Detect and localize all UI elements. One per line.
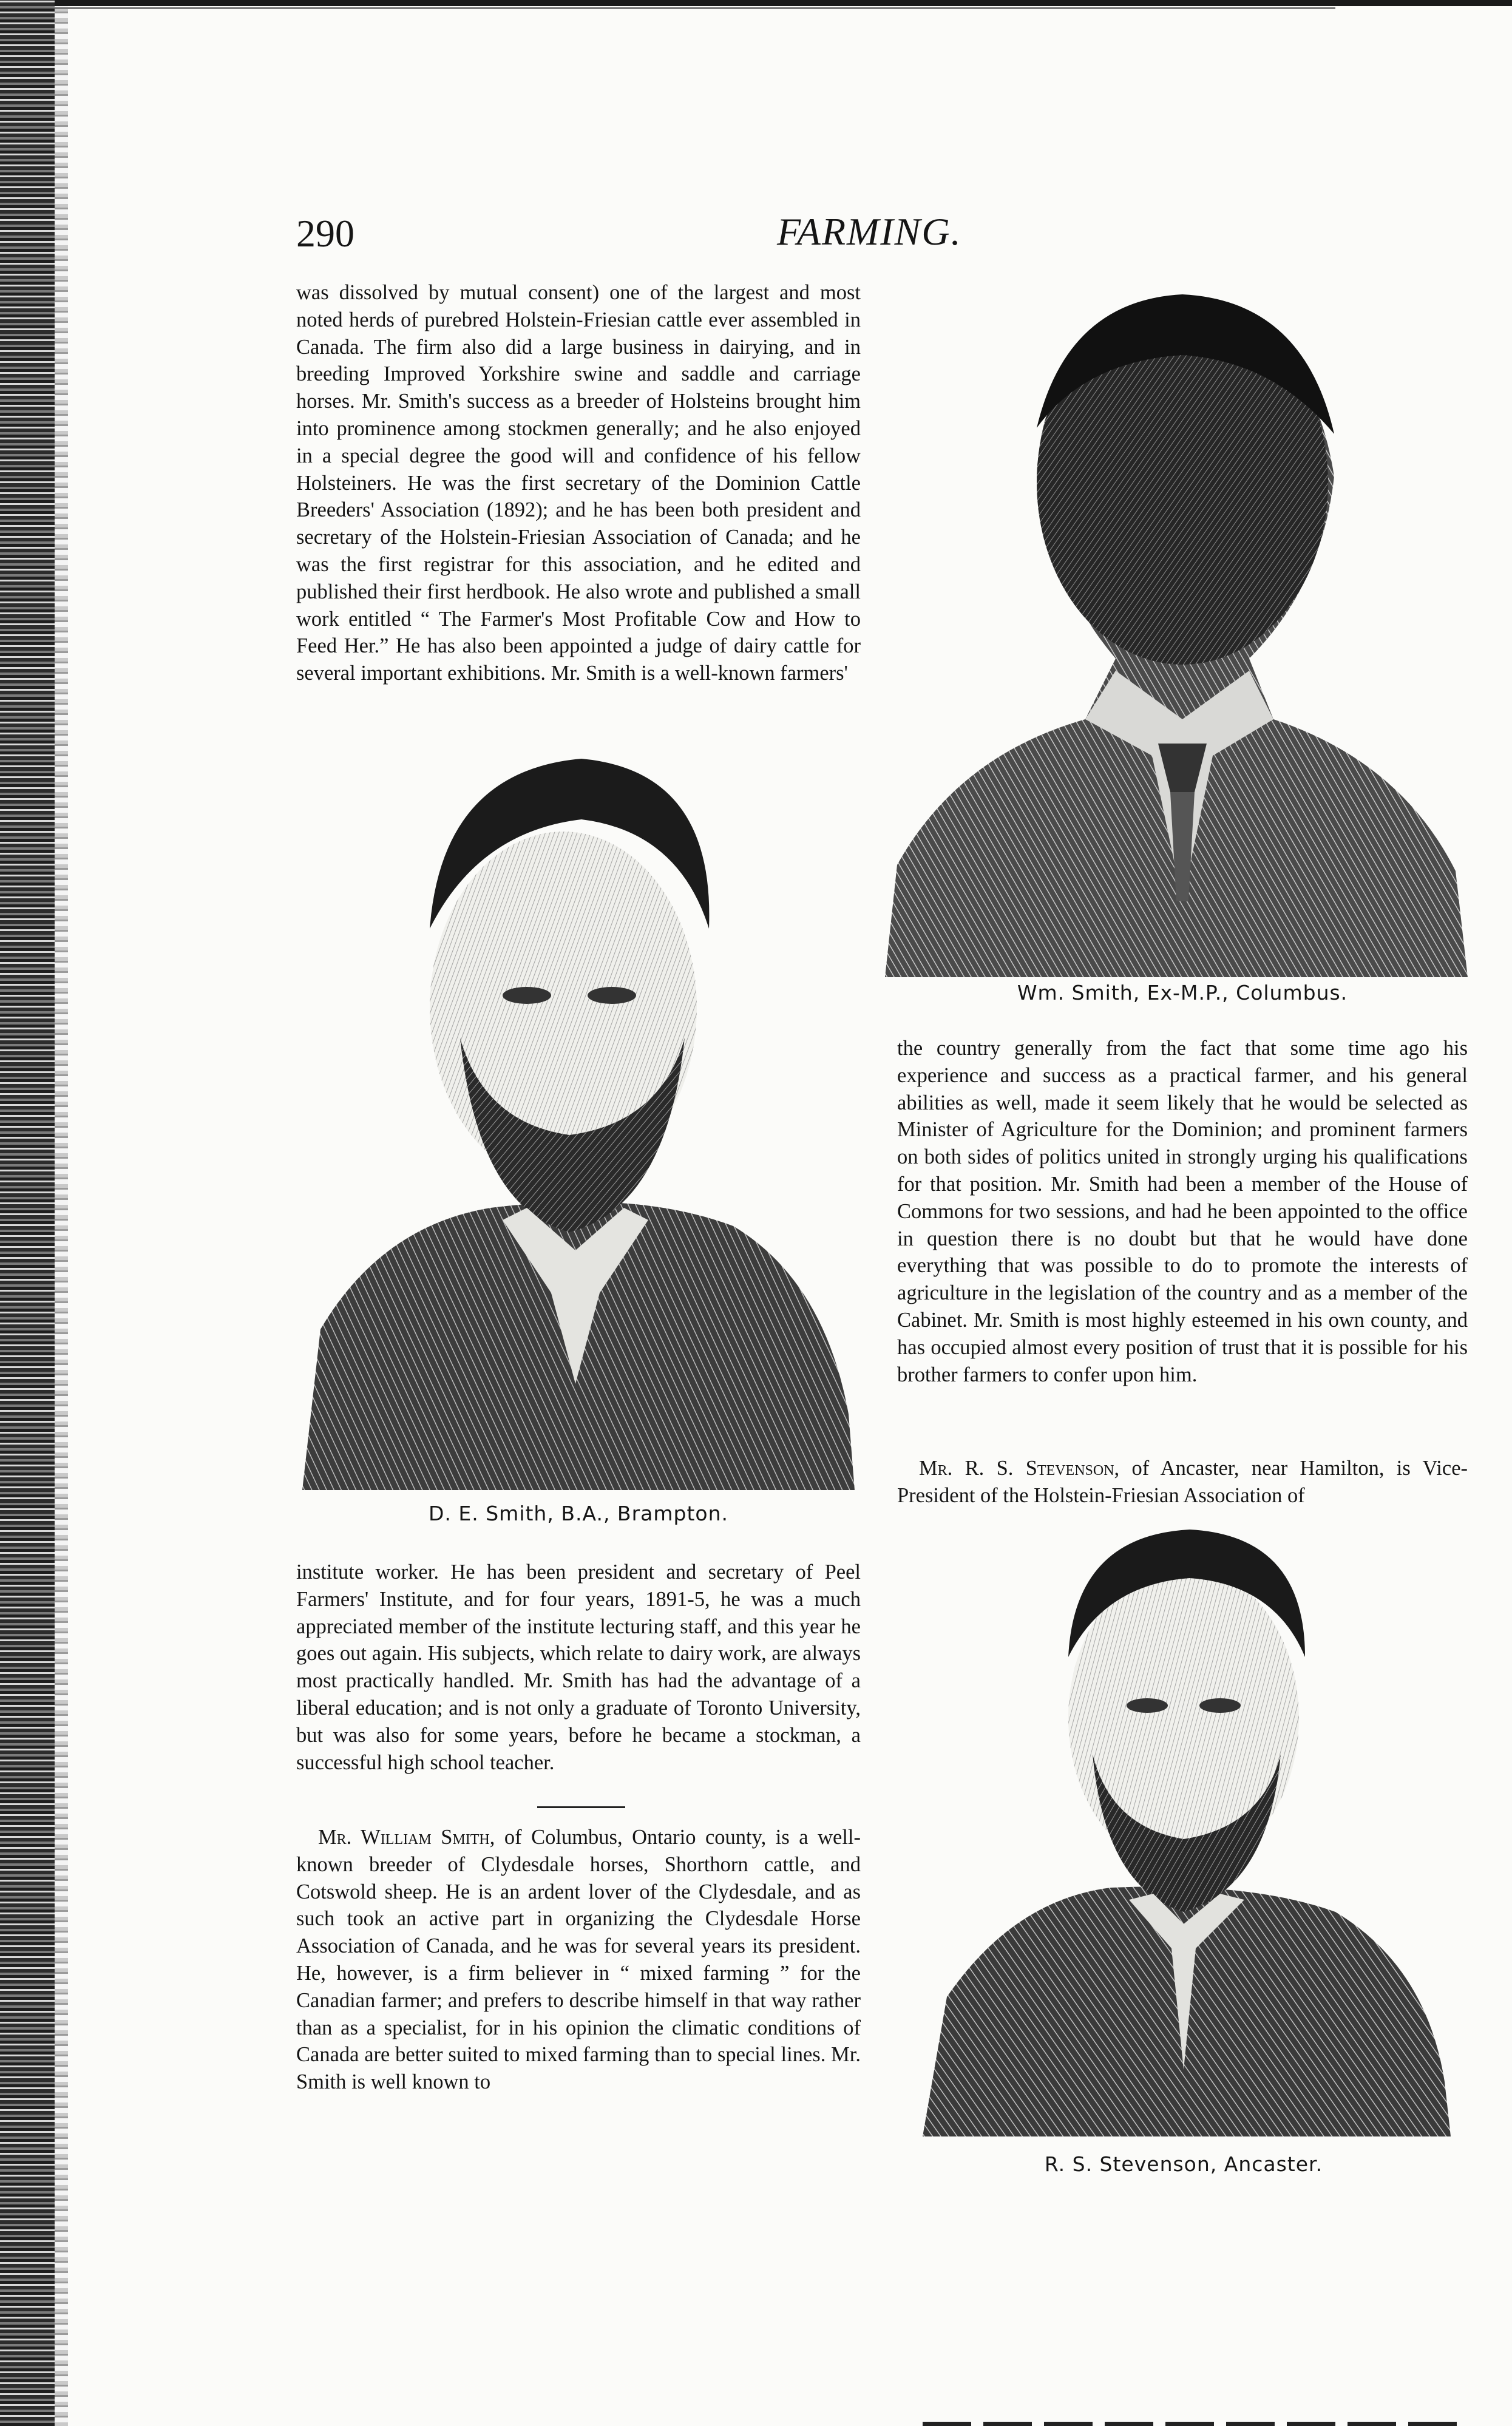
article-text-col3: institute worker. He has been president and secretary of Peel Farmers' Institute, and for four years, 1891-5, he was a much appreciated member of the institute lecturing staff, and this year he goes out again. His subjects, which relate to dairy work, are always most practically handled. Mr. Smith has had the advantage of a liberal education; and is not only a graduate of Toronto University, but was also for some years, before he became a stockman, a successful high school teacher.	[296, 1560, 861, 1774]
article-text-col5	[897, 1455, 1468, 1509]
paragraph-text: of Columbus, Ontario county, is a well-known breeder of Clydesdale horses, Shorthorn cattle, and Cotswold sheep. He is an ardent lover of the Clydesdale, and as such took an active part in organizing the Clydesdale Horse Association of Canada, and he was for several years its president. He, however, is a firm believer in “ mixed farming ” for the Canadian farmer; and prefers to describe himself in that way rather than as a specialist, for in his opinion the climatic conditions of Canada are better suited to mixed farming than to special lines. Mr. Smith is well known to	[296, 1826, 861, 2094]
portrait-de-smith	[296, 747, 861, 1490]
portrait-wm-smith	[885, 294, 1468, 977]
caption-de-smith: D. E. Smith, B.A., Brampton.	[429, 1502, 728, 1525]
binding-edge	[0, 0, 55, 2426]
section-divider	[537, 1806, 625, 1808]
top-border-thin	[55, 7, 1335, 9]
top-border	[55, 0, 1512, 6]
name-smallcaps: Mr. William Smith,	[318, 1826, 495, 1849]
portrait-stevenson	[910, 1523, 1457, 2136]
bottom-border	[923, 2422, 1469, 2426]
name-smallcaps: Mr. R. S. Stevenson,	[919, 1457, 1120, 1480]
article-text-col1: was dissolved by mutual consent) one of the largest and most noted herds of purebred Holstein-Friesian cattle ever assembled in Canada. The firm also did a large business in dairying, and in breeding Improved Yorkshire swine and saddle and carriage horses. Mr. Smith's success as a breeder of Holsteins brought him into prominence among stockmen generally; and he also enjoyed in a special degree the good will and confidence of his fellow Holsteiners. He was the first secretary of the Dominion Cattle Breeders' Association (1892); and he has been both president and secretary of the Holstein-Friesian Association of Canada; and he was the first registrar for this association, and he edited and published their first herdbook. He also wrote and published a small work entitled “ The Farmer's Most Profitable Cow and How to Feed Her.” He has also been appointed a judge of dairy cattle for several important exhibitions. Mr. Smith is a well-known farmers'	[296, 281, 861, 685]
article-text-col2: the country generally from the fact that some time ago his experience and success as a practical farmer, and his general abilities as well, made it seem likely that he would be selected as Minister of Agriculture for the Dominion; and prominent farmers on both sides of politics united in strongly urging his qualifications for that position. Mr. Smith had been a member of the House of Commons for two sessions, and had he been appointed to the office in question there is no doubt but that he would have done everything that was possible to do to promote the interests of agriculture in the legislation of the country and as a member of the Cabinet. Mr. Smith is most highly esteemed in his own county, and has occupied almost every position of trust that it is possible for his brother farmers to confer upon him.	[897, 1037, 1468, 1386]
article-text-col4	[296, 1824, 861, 2096]
caption-wm-smith: Wm. Smith, Ex-M.P., Columbus.	[1017, 981, 1348, 1005]
page-number: 290	[296, 212, 354, 255]
caption-stevenson: R. S. Stevenson, Ancaster.	[1044, 2152, 1323, 2176]
paragraph-text: of Ancaster, near Hamilton, is Vice-President of the Holstein-Friesian Association of	[897, 1457, 1468, 1507]
running-head: FARMING.	[777, 210, 962, 253]
binding-shadow	[55, 0, 68, 2426]
